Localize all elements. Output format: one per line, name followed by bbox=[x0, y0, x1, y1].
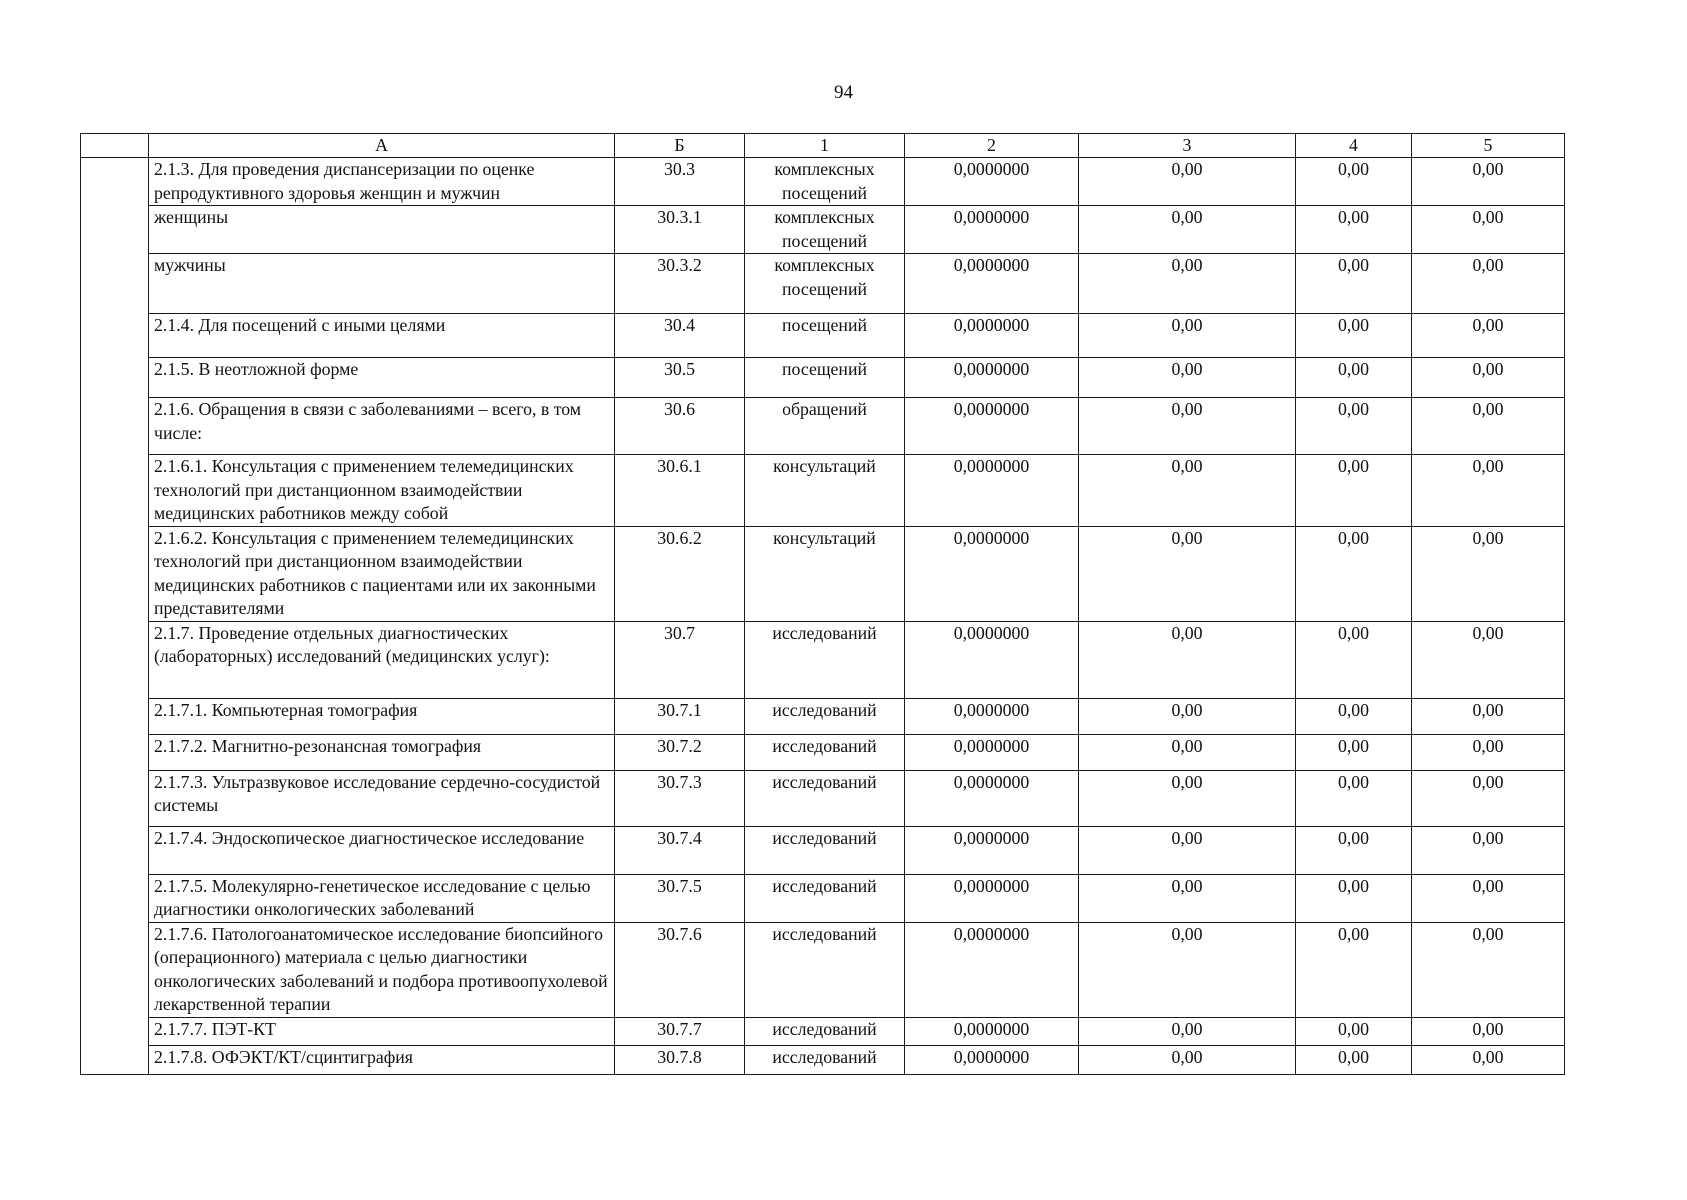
table-row bbox=[81, 358, 1565, 398]
row-col2-cell: 0,0000000 bbox=[905, 254, 1079, 314]
row-col2-cell: 0,0000000 bbox=[905, 734, 1079, 770]
row-col3-cell: 0,00 bbox=[1079, 922, 1296, 1017]
row-name-cell: 2.1.7.1. Компьютерная томография bbox=[149, 698, 615, 734]
row-col3-cell: 0,00 bbox=[1079, 526, 1296, 621]
row-col2-cell: 0,0000000 bbox=[905, 621, 1079, 698]
row-col5-cell: 0,00 bbox=[1412, 1045, 1565, 1074]
row-col2-cell: 0,0000000 bbox=[905, 314, 1079, 358]
row-col5-cell: 0,00 bbox=[1412, 874, 1565, 922]
table-body bbox=[81, 158, 1565, 1075]
row-code-cell: 30.7.6 bbox=[615, 922, 745, 1017]
row-name-cell: 2.1.5. В неотложной форме bbox=[149, 358, 615, 398]
table-row bbox=[81, 734, 1565, 770]
row-col2-cell: 0,0000000 bbox=[905, 206, 1079, 254]
margin-column-cell bbox=[81, 158, 149, 1075]
row-col2-cell: 0,0000000 bbox=[905, 398, 1079, 455]
header-cell-1: 1 bbox=[745, 134, 905, 158]
page-number: 94 bbox=[834, 82, 853, 103]
row-col5-cell: 0,00 bbox=[1412, 398, 1565, 455]
row-unit-cell: посещений bbox=[745, 314, 905, 358]
row-col2-cell: 0,0000000 bbox=[905, 455, 1079, 527]
row-col4-cell: 0,00 bbox=[1296, 314, 1412, 358]
row-unit-cell: консультаций bbox=[745, 526, 905, 621]
row-col5-cell: 0,00 bbox=[1412, 826, 1565, 874]
row-col2-cell: 0,0000000 bbox=[905, 770, 1079, 826]
row-col2-cell: 0,0000000 bbox=[905, 698, 1079, 734]
row-col5-cell: 0,00 bbox=[1412, 254, 1565, 314]
row-name-cell: 2.1.7. Проведение отдельных диагностических (лабораторных) исследований (медицинских услуг): bbox=[149, 621, 615, 698]
row-code-cell: 30.7.5 bbox=[615, 874, 745, 922]
row-code-cell: 30.7.1 bbox=[615, 698, 745, 734]
row-unit-cell: исследований bbox=[745, 874, 905, 922]
table-row bbox=[81, 206, 1565, 254]
row-name-cell: 2.1.7.7. ПЭТ-КТ bbox=[149, 1017, 615, 1045]
row-col3-cell: 0,00 bbox=[1079, 398, 1296, 455]
header-row bbox=[81, 134, 1565, 158]
table-row bbox=[81, 874, 1565, 922]
table-row bbox=[81, 621, 1565, 698]
row-unit-cell: исследований bbox=[745, 922, 905, 1017]
row-code-cell: 30.7.3 bbox=[615, 770, 745, 826]
row-unit-cell: консультаций bbox=[745, 455, 905, 527]
table-row bbox=[81, 770, 1565, 826]
row-col4-cell: 0,00 bbox=[1296, 874, 1412, 922]
row-col4-cell: 0,00 bbox=[1296, 1017, 1412, 1045]
table-row bbox=[81, 455, 1565, 527]
table-row bbox=[81, 398, 1565, 455]
row-col2-cell: 0,0000000 bbox=[905, 922, 1079, 1017]
row-col3-cell: 0,00 bbox=[1079, 698, 1296, 734]
row-code-cell: 30.7.4 bbox=[615, 826, 745, 874]
table-row bbox=[81, 314, 1565, 358]
row-col3-cell: 0,00 bbox=[1079, 770, 1296, 826]
row-col4-cell: 0,00 bbox=[1296, 826, 1412, 874]
row-col5-cell: 0,00 bbox=[1412, 621, 1565, 698]
row-unit-cell: комплексных посещений bbox=[745, 158, 905, 206]
row-unit-cell: исследований bbox=[745, 698, 905, 734]
row-col4-cell: 0,00 bbox=[1296, 1045, 1412, 1074]
row-col5-cell: 0,00 bbox=[1412, 358, 1565, 398]
row-col5-cell: 0,00 bbox=[1412, 734, 1565, 770]
row-unit-cell: исследований bbox=[745, 826, 905, 874]
row-name-cell: 2.1.7.5. Молекулярно-генетическое исследование с целью диагностики онкологических заболеваний bbox=[149, 874, 615, 922]
row-name-cell: 2.1.7.2. Магнитно-резонансная томография bbox=[149, 734, 615, 770]
row-code-cell: 30.3.2 bbox=[615, 254, 745, 314]
row-code-cell: 30.7.2 bbox=[615, 734, 745, 770]
row-col3-cell: 0,00 bbox=[1079, 826, 1296, 874]
row-col5-cell: 0,00 bbox=[1412, 698, 1565, 734]
row-code-cell: 30.6.1 bbox=[615, 455, 745, 527]
row-col3-cell: 0,00 bbox=[1079, 734, 1296, 770]
table-row bbox=[81, 922, 1565, 1017]
header-cell-a: А bbox=[149, 134, 615, 158]
row-unit-cell: обращений bbox=[745, 398, 905, 455]
row-col5-cell: 0,00 bbox=[1412, 1017, 1565, 1045]
row-col5-cell: 0,00 bbox=[1412, 455, 1565, 527]
row-col3-cell: 0,00 bbox=[1079, 455, 1296, 527]
row-col5-cell: 0,00 bbox=[1412, 526, 1565, 621]
row-name-cell: мужчины bbox=[149, 254, 615, 314]
row-col5-cell: 0,00 bbox=[1412, 770, 1565, 826]
row-col5-cell: 0,00 bbox=[1412, 206, 1565, 254]
row-col3-cell: 0,00 bbox=[1079, 1045, 1296, 1074]
table-row bbox=[81, 158, 1565, 206]
row-col3-cell: 0,00 bbox=[1079, 1017, 1296, 1045]
data-table bbox=[80, 133, 1565, 1075]
row-name-cell: 2.1.6. Обращения в связи с заболеваниями – всего, в том числе: bbox=[149, 398, 615, 455]
row-code-cell: 30.4 bbox=[615, 314, 745, 358]
row-col3-cell: 0,00 bbox=[1079, 158, 1296, 206]
row-col4-cell: 0,00 bbox=[1296, 526, 1412, 621]
row-col4-cell: 0,00 bbox=[1296, 922, 1412, 1017]
row-col3-cell: 0,00 bbox=[1079, 358, 1296, 398]
row-name-cell: 2.1.4. Для посещений с иными целями bbox=[149, 314, 615, 358]
row-code-cell: 30.7 bbox=[615, 621, 745, 698]
row-col3-cell: 0,00 bbox=[1079, 874, 1296, 922]
row-name-cell: 2.1.7.3. Ультразвуковое исследование сердечно-сосудистой системы bbox=[149, 770, 615, 826]
row-col4-cell: 0,00 bbox=[1296, 770, 1412, 826]
row-col2-cell: 0,0000000 bbox=[905, 1017, 1079, 1045]
header-cell-4: 4 bbox=[1296, 134, 1412, 158]
table-row bbox=[81, 1045, 1565, 1074]
row-col5-cell: 0,00 bbox=[1412, 314, 1565, 358]
row-col2-cell: 0,0000000 bbox=[905, 358, 1079, 398]
row-col4-cell: 0,00 bbox=[1296, 206, 1412, 254]
row-code-cell: 30.3.1 bbox=[615, 206, 745, 254]
header-cell-b: Б bbox=[615, 134, 745, 158]
row-col4-cell: 0,00 bbox=[1296, 254, 1412, 314]
row-name-cell: 2.1.7.4. Эндоскопическое диагностическое исследование bbox=[149, 826, 615, 874]
row-code-cell: 30.6 bbox=[615, 398, 745, 455]
header-cell-5: 5 bbox=[1412, 134, 1565, 158]
row-col5-cell: 0,00 bbox=[1412, 922, 1565, 1017]
row-unit-cell: исследований bbox=[745, 1045, 905, 1074]
row-name-cell: 2.1.7.8. ОФЭКТ/КТ/сцинтиграфия bbox=[149, 1045, 615, 1074]
header-cell-2: 2 bbox=[905, 134, 1079, 158]
row-col2-cell: 0,0000000 bbox=[905, 526, 1079, 621]
row-name-cell: женщины bbox=[149, 206, 615, 254]
row-code-cell: 30.7.8 bbox=[615, 1045, 745, 1074]
table-row bbox=[81, 254, 1565, 314]
row-code-cell: 30.6.2 bbox=[615, 526, 745, 621]
row-col2-cell: 0,0000000 bbox=[905, 826, 1079, 874]
row-unit-cell: исследований bbox=[745, 1017, 905, 1045]
row-col3-cell: 0,00 bbox=[1079, 254, 1296, 314]
row-col5-cell: 0,00 bbox=[1412, 158, 1565, 206]
row-col4-cell: 0,00 bbox=[1296, 698, 1412, 734]
row-unit-cell: исследований bbox=[745, 770, 905, 826]
table-row bbox=[81, 1017, 1565, 1045]
row-col3-cell: 0,00 bbox=[1079, 621, 1296, 698]
row-col4-cell: 0,00 bbox=[1296, 398, 1412, 455]
row-unit-cell: комплексных посещений bbox=[745, 206, 905, 254]
row-col3-cell: 0,00 bbox=[1079, 314, 1296, 358]
row-code-cell: 30.5 bbox=[615, 358, 745, 398]
row-code-cell: 30.3 bbox=[615, 158, 745, 206]
row-col4-cell: 0,00 bbox=[1296, 734, 1412, 770]
row-name-cell: 2.1.3. Для проведения диспансеризации по оценке репродуктивного здоровья женщин и мужчин bbox=[149, 158, 615, 206]
row-col4-cell: 0,00 bbox=[1296, 621, 1412, 698]
header-cell-3: 3 bbox=[1079, 134, 1296, 158]
row-col2-cell: 0,0000000 bbox=[905, 1045, 1079, 1074]
row-col4-cell: 0,00 bbox=[1296, 158, 1412, 206]
row-unit-cell: посещений bbox=[745, 358, 905, 398]
row-col4-cell: 0,00 bbox=[1296, 455, 1412, 527]
table-row bbox=[81, 698, 1565, 734]
row-col2-cell: 0,0000000 bbox=[905, 158, 1079, 206]
row-col2-cell: 0,0000000 bbox=[905, 874, 1079, 922]
header-cell-blank bbox=[81, 134, 149, 158]
row-col3-cell: 0,00 bbox=[1079, 206, 1296, 254]
row-unit-cell: исследований bbox=[745, 621, 905, 698]
row-name-cell: 2.1.6.1. Консультация с применением телемедицинских технологий при дистанционном взаимодействии медицинских работников между собой bbox=[149, 455, 615, 527]
row-name-cell: 2.1.6.2. Консультация с применением телемедицинских технологий при дистанционном взаимодействии медицинских работников с пациентами или их законными представителями bbox=[149, 526, 615, 621]
row-code-cell: 30.7.7 bbox=[615, 1017, 745, 1045]
row-unit-cell: комплексных посещений bbox=[745, 254, 905, 314]
row-col4-cell: 0,00 bbox=[1296, 358, 1412, 398]
row-unit-cell: исследований bbox=[745, 734, 905, 770]
row-name-cell: 2.1.7.6. Патологоанатомическое исследование биопсийного (операционного) материала с целью диагностики онкологических заболеваний и подбора противоопухолевой лекарственной терапии bbox=[149, 922, 615, 1017]
table-row bbox=[81, 826, 1565, 874]
table-row bbox=[81, 526, 1565, 621]
